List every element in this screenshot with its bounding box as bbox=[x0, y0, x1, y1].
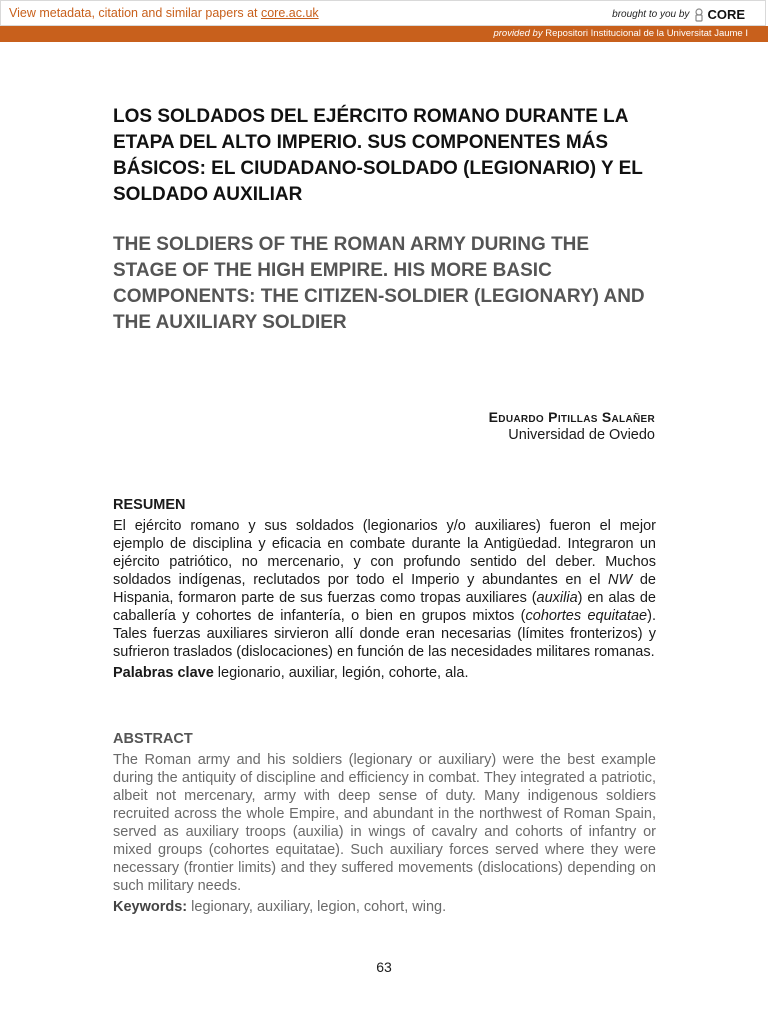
author-name: Eduardo Pitillas Salañer bbox=[488, 409, 655, 425]
core-brand: CORE bbox=[707, 7, 745, 22]
core-link-prefix: View metadata, citation and similar papers at bbox=[9, 6, 261, 20]
page-number: 63 bbox=[376, 959, 392, 975]
core-brought-by-text: brought to you by bbox=[612, 9, 690, 20]
abstract-section bbox=[113, 731, 656, 915]
resumen-nw: NW bbox=[608, 572, 633, 588]
core-provider-bar bbox=[0, 26, 768, 42]
abstract-keywords-label: Keywords: bbox=[113, 899, 188, 915]
resumen-auxilia: auxilia bbox=[536, 590, 578, 606]
provider-name: Repositori Institucional de la Universitat Jaume I bbox=[545, 28, 748, 39]
abstract-keywords-list: legionary, auxiliary, legion, cohort, wing. bbox=[187, 899, 447, 915]
core-brought-by bbox=[612, 7, 745, 22]
title-block bbox=[113, 104, 658, 336]
resumen-cohortes: cohortes equitatae bbox=[525, 608, 648, 624]
resumen-text-1: El ejército romano y sus soldados (legionarios y/o auxiliares) fueron el mejor ejemplo de disciplina y eficacia en combate durante la Antigüedad. Integraron un ejército patriótico, no mercenario, y con profundo sentido del deber. Muchos soldados indígenas, reclutados por todo el Imperio y abundantes en el bbox=[113, 518, 656, 588]
abstract-body: The Roman army and his soldiers (legionary or auxiliary) were the best example during the antiquity of discipline and efficiency in combat. They integrated a patriotic, albeit not mercenary, army with deep sense of duty. Many indigenous soldiers recruited across the whole Empire, and abundant in the northwest of Roman Spain, served as auxiliary troops (auxilia) in wings of cavalry and cohorts of infantry or mixed groups (cohortes equitatae). Such auxiliary forces served where they were necessary (frontier limits) and they suffered movements (dislocations) depending on such military needs. bbox=[113, 752, 656, 894]
author-affiliation: Universidad de Oviedo bbox=[508, 427, 655, 443]
title-english: THE SOLDIERS OF THE ROMAN ARMY DURING THE STAGE OF THE HIGH EMPIRE. HIS MORE BASIC COMPONENTS: THE CITIZEN-SOLDIER (LEGIONARY) AND THE AUXILIARY SOLDIER bbox=[113, 234, 645, 333]
resumen-body bbox=[113, 517, 656, 661]
abstract-keywords bbox=[113, 899, 656, 915]
resumen-text-2: de Hispania, formaron parte de sus fuerzas como tropas auxiliares ( bbox=[113, 572, 656, 606]
title-spanish: LOS SOLDADOS DEL EJÉRCITO ROMANO DURANTE LA ETAPA DEL ALTO IMPERIO. SUS COMPONENTES MÁS BÁSICOS: EL CIUDADANO-SOLDADO (LEGIONARIO) Y EL SOLDADO AUXILIAR bbox=[113, 106, 643, 205]
core-link-url[interactable]: core.ac.uk bbox=[260, 6, 319, 20]
resumen-heading: RESUMEN bbox=[113, 497, 186, 513]
core-logo-icon bbox=[693, 8, 705, 22]
abstract-heading: ABSTRACT bbox=[113, 731, 193, 747]
core-metadata-link[interactable] bbox=[9, 6, 319, 20]
resumen-text-3: ) en alas de caballería y cohortes de infantería, o bien en grupos mixtos ( bbox=[113, 590, 656, 624]
core-banner bbox=[0, 0, 766, 26]
resumen-keywords-label: Palabras clave bbox=[113, 665, 214, 681]
core-provided-by[interactable] bbox=[493, 28, 748, 39]
author-block bbox=[489, 409, 655, 443]
resumen-text-4: ). Tales fuerzas auxiliares sirvieron allí donde eran necesarias (límites fronterizos) y sufrieron traslados (dislocaciones) en función de las necesidades militares romanas. bbox=[113, 608, 656, 660]
resumen-keywords bbox=[113, 665, 656, 681]
resumen-keywords-list: legionario, auxiliar, legión, cohorte, ala. bbox=[213, 665, 469, 681]
provided-by-label: provided by bbox=[493, 28, 543, 39]
core-logo[interactable] bbox=[693, 7, 745, 22]
resumen-section bbox=[113, 497, 656, 681]
